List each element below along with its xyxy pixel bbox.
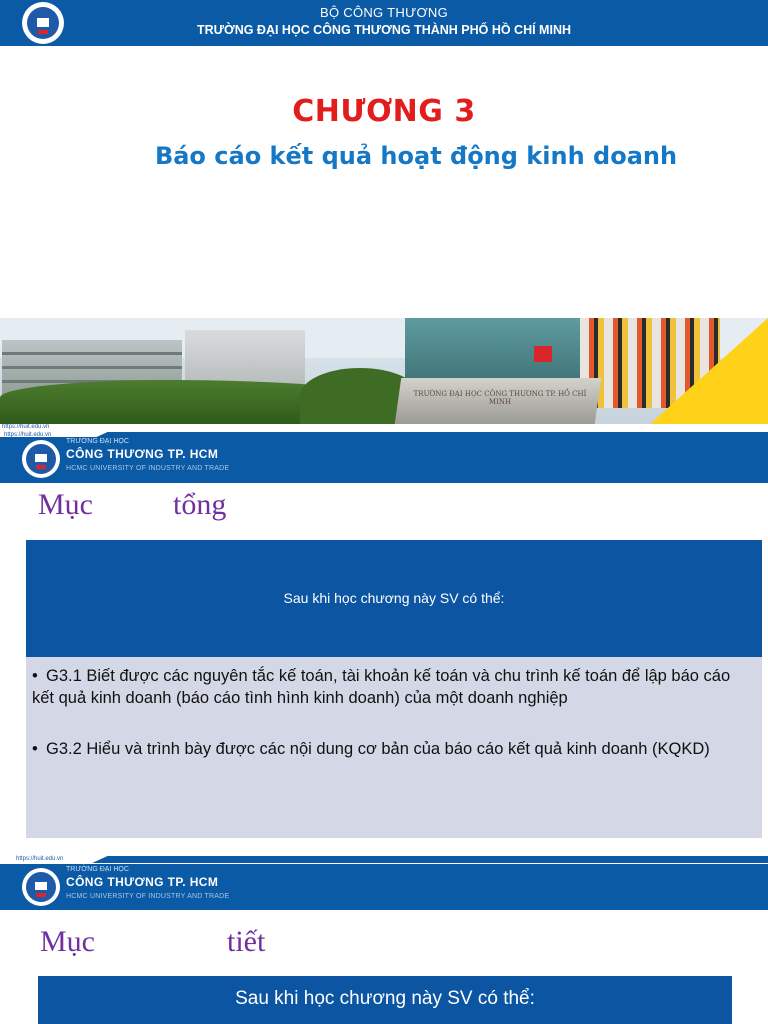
bullet-icon: • xyxy=(32,667,38,685)
slide1-header-band xyxy=(0,0,768,46)
school-name: TRƯỜNG ĐẠI HỌC CÔNG THƯƠNG THÀNH PHỐ HỒ CHÍ MINH xyxy=(197,23,571,37)
university-logo-icon xyxy=(22,868,60,906)
slide3-title-word1: Mục xyxy=(40,925,95,958)
university-logo-icon xyxy=(22,440,60,478)
slide3-url[interactable]: https://huit.edu.vn xyxy=(16,856,64,862)
slide3-title-word2: tiết xyxy=(227,925,266,958)
slide2-header-band xyxy=(0,437,768,483)
ministry-name: BỘ CÔNG THƯƠNG xyxy=(319,5,449,20)
slide2-url[interactable]: https://huit.edu.vn xyxy=(4,432,52,438)
slide-1 xyxy=(0,0,768,432)
header-english-text: HCMC UNIVERSITY OF INDUSTRY AND TRADE xyxy=(66,465,230,472)
slide3-header-band xyxy=(0,864,768,910)
chapter-title: CHƯƠNG 3 xyxy=(292,94,476,129)
slide1-url[interactable]: https://huit.edu.vn xyxy=(2,424,50,430)
campus-photo xyxy=(0,318,768,424)
header-small-text: TRƯỜNG ĐẠI HỌC xyxy=(66,438,129,445)
objective-item: • G3.1 Biết được các nguyên tắc kế toán, tài khoản kế toán và chu trình kế toán để lập báo cáo kết quả kinh doanh (báo cáo tình hình kinh doanh) của một doanh nghiệp xyxy=(32,667,731,707)
flag-icon xyxy=(534,346,552,362)
campus-sign-text: TRƯỜNG ĐẠI HỌC CÔNG THƯƠNG TP. HỒ CHÍ MINH xyxy=(413,390,587,406)
objectives-heading-text: Sau khi học chương này SV có thể: xyxy=(283,590,505,606)
slide3-heading-text: Sau khi học chương này SV có thể: xyxy=(235,988,535,1009)
chapter-subtitle: Báo cáo kết quả hoạt động kinh doanh xyxy=(154,142,678,170)
header-main-text: CÔNG THƯƠNG TP. HCM xyxy=(66,447,219,461)
header-english-text: HCMC UNIVERSITY OF INDUSTRY AND TRADE xyxy=(66,893,230,900)
bullet-icon: • xyxy=(32,740,38,758)
header-small-text: TRƯỜNG ĐẠI HỌC xyxy=(66,866,129,873)
objective-item: • G3.2 Hiểu và trình bày được các nội dung cơ bản của báo cáo kết quả kinh doanh (KQKD) xyxy=(32,740,710,758)
slide2-title-word1: Mục xyxy=(38,488,93,521)
slide2-title-word2: tổng xyxy=(173,488,227,521)
header-main-text: CÔNG THƯƠNG TP. HCM xyxy=(66,875,219,889)
